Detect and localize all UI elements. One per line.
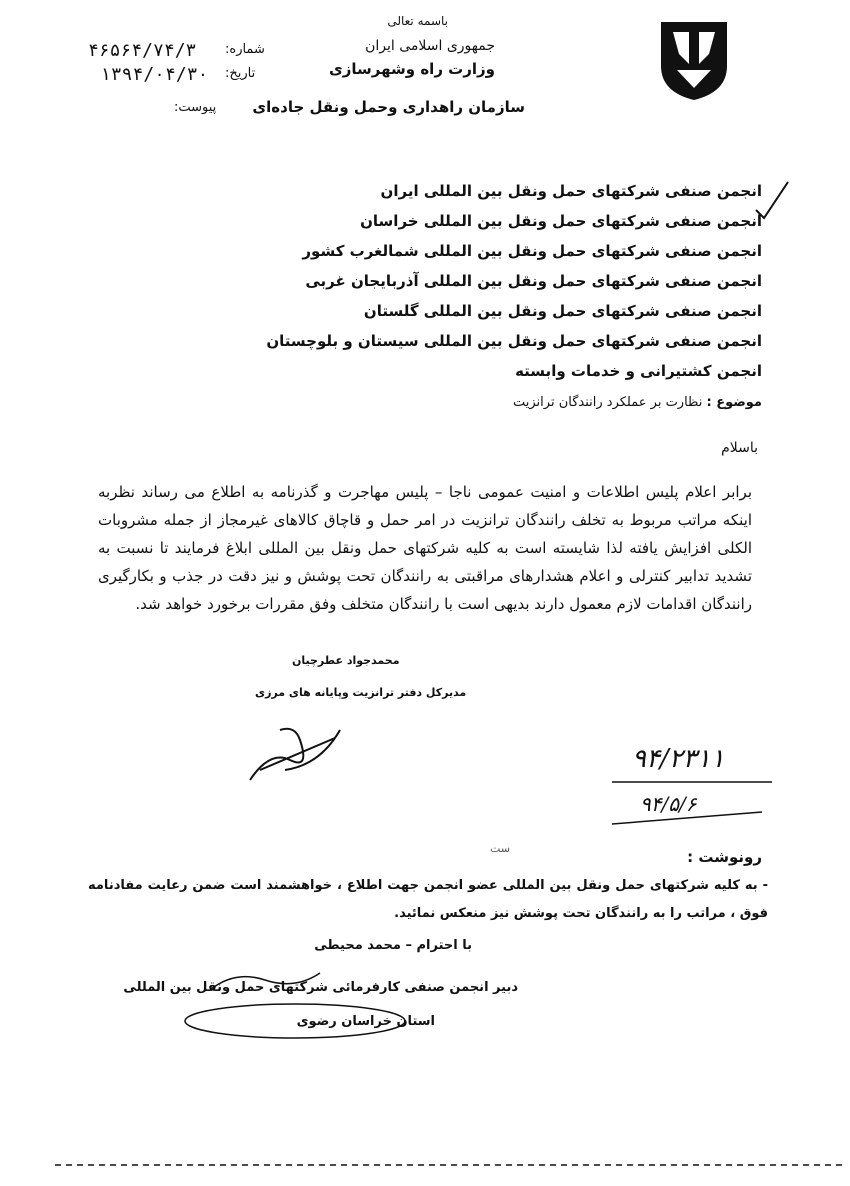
attachment-label: پیوست:: [174, 100, 217, 115]
greeting: باسلام: [721, 440, 758, 456]
ministry-name: وزارت راه وشهرسازی: [329, 60, 495, 78]
date-label: تاریخ:: [225, 66, 256, 81]
subject-text: نظارت بر عملکرد رانندگان ترانزیت: [513, 395, 703, 410]
recipient-list: [266, 176, 762, 386]
handwritten-signature-icon: [240, 710, 350, 790]
signatory-title: مدیرکل دفتر ترانزیت وپایانه های مرزی: [255, 686, 467, 699]
subject-line: [513, 395, 762, 410]
recipient-item: انجمن کشتیرانی و خدمات وابسته: [515, 362, 762, 380]
bottom-dashed-rule: [55, 1162, 845, 1168]
recipient-item: انجمن صنفی شرکتهای حمل ونقل بین المللی ایران: [380, 182, 762, 200]
cc-regards: با احترام – محمد محیطی: [314, 938, 472, 953]
number-label: شماره:: [225, 42, 265, 57]
recipient-item: انجمن صنفی شرکتهای حمل ونقل بین المللی خراسان: [360, 212, 762, 230]
cc-title: رونوشت :: [687, 848, 762, 866]
recipient-item: انجمن صنفی شرکتهای حمل ونقل بین المللی گلستان: [363, 302, 762, 320]
recipient-item: انجمن صنفی شرکتهای حمل ونقل بین المللی سیستان و بلوچستان: [266, 332, 762, 350]
cc-sender-title: دبیر انجمن صنفی کارفرمائی شرکتهای حمل ونقل بین المللی: [123, 980, 518, 995]
divider-line: [612, 810, 772, 826]
organization-name: سازمان راهداری وحمل ونقل جاده‌ای: [252, 98, 525, 116]
stray-mark: ست: [490, 842, 511, 855]
divider-line: [612, 780, 772, 784]
recipient-item: انجمن صنفی شرکتهای حمل ونقل بین المللی شمالغرب کشور: [302, 242, 762, 260]
letter-date: ۱۳۹۴/۰۴/۳۰: [100, 64, 209, 85]
organization-logo-icon: [655, 14, 733, 104]
letter-body: برابر اعلام پلیس اطلاعات و امنیت عمومی ناجا – پلیس مهاجرت و گذرنامه به اطلاع می رساند نظربه اینکه مراتب مربوط به تخلف رانندگان ترانزیت در امر حمل و قاچاق کالاهای غیرمجاز از جمله مشروبات الکلی افزایش یافته لذا شایسته است به کلیه شرکتهای حمل ونقل بین المللی ابلاغ فرمایند تا نسبت به تشدید تدابیر کنترلی و اعلام هشدارهای مراقبتی به رانندگان تحت پوشش و نیز دقت در جذب و بکارگیری رانندگان اقدامات لازم معمول دارند بدیهی است با رانندگان متخلف وفق مقررات برخورد خواهد شد.: [98, 483, 752, 613]
country-name: جمهوری اسلامی ایران: [365, 38, 495, 54]
cc-body: - به کلیه شرکتهای حمل ونقل بین المللی عضو انجمن جهت اطلاع ، خواهشمند است ضمن رعایت مفادنامه فوق ، مراتب را به رانندگان تحت پوشش نیز منعکس نمائید.: [88, 878, 768, 921]
cc-sender-province: استان خراسان رضوی: [296, 1014, 435, 1029]
handwritten-date: ۹۴/۵/۶: [640, 792, 697, 816]
recipient-item: انجمن صنفی شرکتهای حمل ونقل بین المللی آذربایجان غربی: [305, 272, 762, 290]
handwritten-number: ۹۴/۲۳۱۱: [632, 744, 725, 774]
letter-number: ۴۶۵۶۴/۷۴/۳: [88, 40, 197, 61]
basmala-text: باسمه تعالی: [387, 14, 448, 28]
signatory-name: محمدجواد عطرچیان: [292, 654, 400, 667]
subject-label: موضوع :: [706, 395, 762, 410]
